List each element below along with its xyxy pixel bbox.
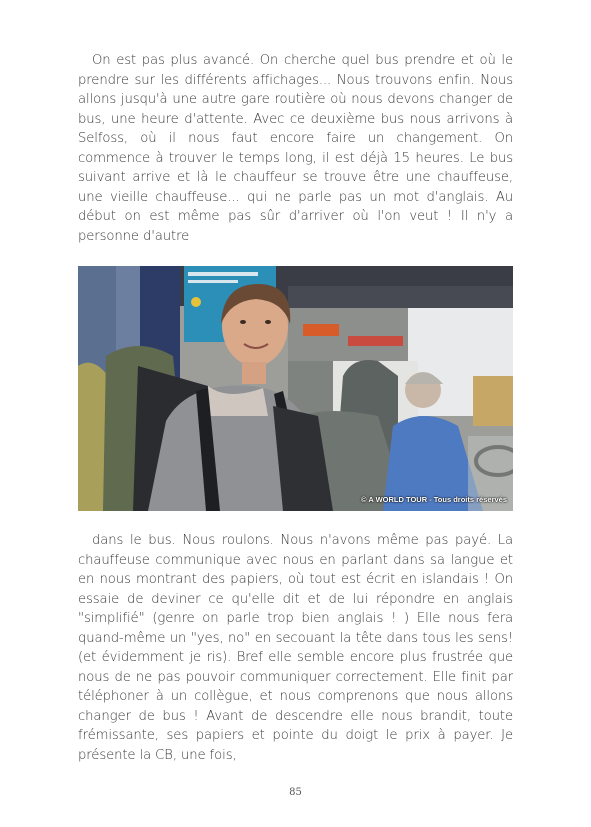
paragraph-bottom-text: dans le bus. Nous roulons. Nous n'avons même pas payé. La chauffeuse communique avec nous en parlant dans sa langue et en nous montrant des papiers, où tout est écrit en islandais ! On essaie de deviner ce qu'elle dit et de lui répondre en anglais "simplifié" (genre on parle trop bien anglais ! ) Elle nous fera quand-même un "yes, no" en secouant la tête dans tous les sens! (et évidemment je ris). Bref elle semble encore plus frustrée que nous de ne pas pouvoir communiquer correctement. Elle finit par téléphoner à un collègue, et nous comprenons que nous allons changer de bus ! Avant de descendre elle nous brandit, toute frémissante, ses papiers et pointe du doigt le prix à payer. Je présente la CB, une fois, bbox=[78, 533, 513, 763]
bus-photo bbox=[78, 266, 513, 511]
page-number: 85 bbox=[289, 787, 302, 798]
paragraph-bottom bbox=[78, 531, 513, 765]
paragraph-top-text: On est pas plus avancé. On cherche quel bus prendre et où le prendre sur les différents affichages... Nous trouvons enfin. Nous allons jusqu'à une autre gare routière où nous devons changer de bus, une heure d'attente. Avec ce deuxième bus nous arrivons à Selfoss, où il nous faut encore faire un changement. On commence à trouver le temps long, il est déjà 15 heures. Le bus suivant arrive et là le chauffeur se trouve être une chauffeuse, une vieille chauffeuse... qui ne parle pas un mot d'anglais. Au début on est même pas sûr d'arriver où l'on veut ! Il n'y a personne d'autre bbox=[78, 53, 513, 244]
bus-interior-illustration bbox=[78, 266, 513, 511]
paragraph-top bbox=[78, 51, 513, 246]
photo-caption: © A WORLD TOUR - Tous droits réservés bbox=[361, 495, 507, 504]
